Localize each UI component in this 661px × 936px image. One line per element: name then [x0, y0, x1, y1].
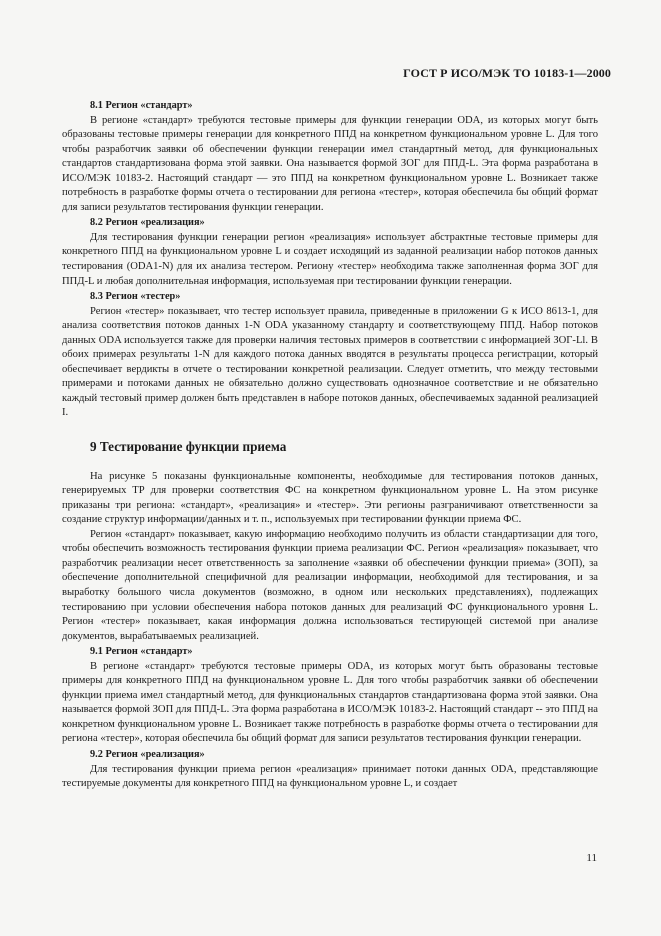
- paragraph-8-3: Регион «тестер» показывает, что тестер использует правила, приведенные в приложении G к ИСО 8613-1, для анализа соответствия потоков данных 1-N ODA указанному стандарту и соответствующему ППД. Набор потоков данных ODA используется также для проверки наличия тестовых примеров в соответствии с информацией ЗОГ-Ll. В обоих примерах результаты 1-N для каждого потока данных вводятся в результаты процесса регистрации, который обеспечивает вердикты в отчете о тестировании конкретной реализации. Следует отметить, что между тестовыми примерами и потоками данных не обязательно должно существовать однозначное соответствие и не обязательно каждый тестовый пример должен быть представлен в наборе потоков данных, обеспечиваемых заданной реализацией I.: [62, 305, 598, 419]
- paragraph-9-intro: На рисунке 5 показаны функциональные компоненты, необходимые для тестирования потоков данных, генерируемых ТР для проверки соответствия ФС на конкретном функциональном уровне L. На этом рисунке приказаны три региона: «стандарт», «реализация» и «тестер». Эти регионы разграничивают ответственности за создание структур информации/данных и т. п., используемых при тестировании функции приема ФС.: [62, 470, 598, 526]
- subsection-title-9-1: 9.1 Регион «стандарт»: [90, 646, 193, 658]
- subsection-title-8-2: 8.2 Регион «реализация»: [90, 217, 205, 229]
- paragraph-9-2: Для тестирования функции приема регион «реализация» принимает потоки данных ODA, представляющие тестируемые документы для конкретного ППД на функциональном уровне L, и создает: [62, 763, 598, 790]
- paragraph-8-1: В регионе «стандарт» требуются тестовые примеры для функции генерации ODA, из которых могут быть образованы тестовые примеры генерации для конкретного ППД на конкретном функциональном уровне L. Для того чтобы разработчик заявки об обеспечении функции генерации имел стандартный метод, для функциональных стандартов стандартизована форма этой заявки. Она называется формой ЗОГ для ППД-L. Эта форма разработана в ИСО/МЭК 10183-2. Настоящий стандарт — это ППД на конкретном функциональном уровне L. Возникает также потребность в разработке формы отчета о тестировании для региона «тестер», которая обеспечила бы общий формат для записи результатов тестирования функции генерации.: [62, 114, 598, 213]
- subsection-title-9-2: 9.2 Регион «реализация»: [90, 748, 205, 760]
- paragraph-9-standard: Регион «стандарт» показывает, какую информацию необходимо получить из области стандартизации для того, чтобы обеспечить возможность тестирования функции приема реализации ФС. Регион «реализация» показывает, что разработчик реализации несет ответственность за заполнение «заявки об обеспечении функции приема» (ЗОП), за обеспечение дополнительной специфичной для реализации информации, необходимой для тестирования, и за выработку большого числа документов (возможно, в одном или нескольких представлениях), подлежащих тестированию при условии обеспечения набора потоков данных для реализаций ФС функционального уровня L. Регион «тестер» показывает, какая информация должна использоваться тестирующей системой при анализе документов, вырабатываемых реализацией.: [62, 528, 598, 642]
- paragraph-8-2: Для тестирования функции генерации регион «реализация» использует абстрактные тестовые примеры для конкретного ППД на функциональном уровне L и создает исходящий из заданной реализации набор потоков данных тестирования (ODA1-N) для их анализа тестером. Региону «тестер» необходима также заполненная форма ЗОГ для ППД-L и любая дополнительная информация, используемая при тестировании функции генерации.: [62, 231, 598, 287]
- section-title-9: 9 Тестирование функции приема: [90, 439, 287, 455]
- document-header: ГОСТ Р ИСО/МЭК ТО 10183-1—2000: [403, 66, 611, 80]
- page-number: 11: [586, 852, 597, 864]
- paragraph-9-1: В регионе «стандарт» требуются тестовые примеры ODA, из которых могут быть образованы тестовые примеры для конкретного ППД на функциональном уровне L. Для того чтобы разработчик заявки об обеспечении функции приема имел стандартный метод, для функциональных стандартов стандартизована форма этой заявки. Она называется формой ЗОП для ППД-L. Эта форма разработана в ИСО/МЭК 10183-2. Настоящий стандарт -- это ППД на конкретном функциональном уровне L. Возникает также потребность в разработке формы отчета о тестировании для региона «тестер», которая обеспечила бы общий формат для записи результатов тестирования функции генерации.: [62, 660, 598, 745]
- subsection-title-8-3: 8.3 Регион «тестер»: [90, 291, 181, 303]
- subsection-title-8-1: 8.1 Регион «стандарт»: [90, 100, 193, 111]
- document-body: [62, 98, 598, 792]
